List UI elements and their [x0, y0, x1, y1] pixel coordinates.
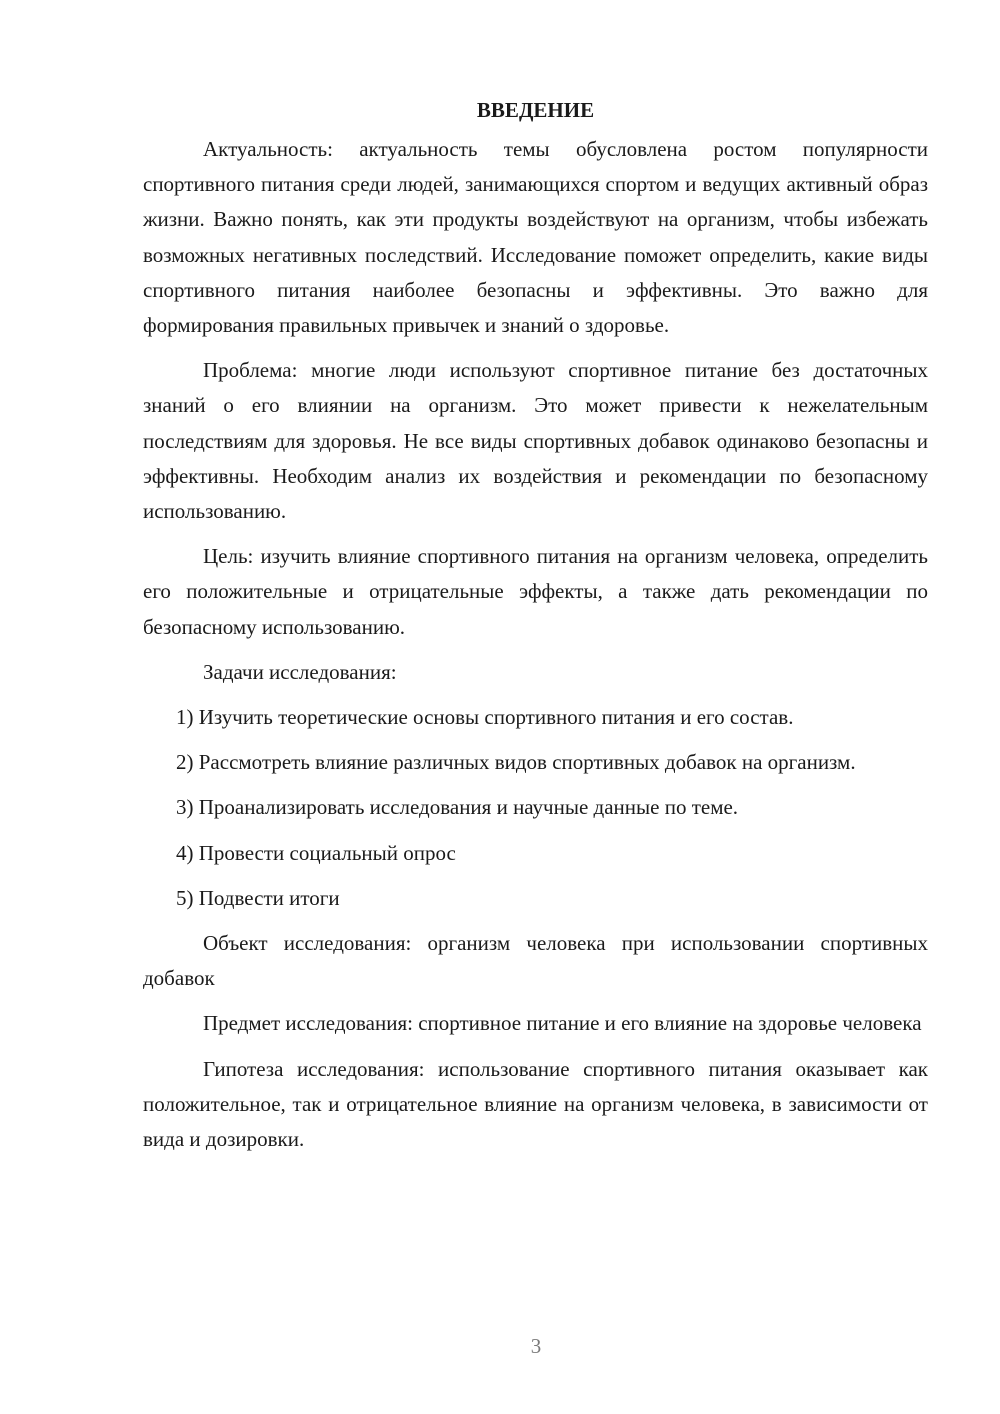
relevance-paragraph: Актуальность: актуальность темы обусловлена ростом популярности спортивного питания среди людей, занимающихся спортом и ведущих активный образ жизни. Важно понять, как эти продукты воздействуют на организм, чтобы избежать возможных негативных последствий. Исследование поможет определить, какие виды спортивного питания наиболее безопасны и эффективны. Это важно для формирования правильных привычек и знаний о здоровье.	[143, 137, 928, 338]
task-item-3: 3) Проанализировать исследования и научные данные по теме.	[176, 795, 739, 820]
task-item-5: 5) Подвести итоги	[176, 885, 340, 910]
object-paragraph: Объект исследования: организм человека при использовании спортивных добавок	[143, 931, 928, 991]
task-item-2: 2) Рассмотреть влияние различных видов спортивных добавок на организм.	[176, 750, 856, 775]
document-page	[143, 92, 928, 1157]
task-item-4: 4) Провести социальный опрос	[176, 840, 456, 865]
page-number: 3	[530, 1334, 542, 1358]
section-heading: ВВЕДЕНИЕ	[476, 98, 595, 122]
subject-paragraph: Предмет исследования: спортивное питание и его влияние на здоровье человека	[203, 1011, 922, 1036]
task-item-1: 1) Изучить теоретические основы спортивного питания и его состав.	[176, 705, 794, 730]
goal-paragraph: Цель: изучить влияние спортивного питания на организм человека, определить его положительные и отрицательные эффекты, а также дать рекомендации по безопасному использованию.	[143, 544, 928, 639]
tasks-title: Задачи исследования:	[203, 659, 397, 684]
hypothesis-paragraph: Гипотеза исследования: использование спортивного питания оказывает как положительное, так и отрицательное влияние на организм человека, в зависимости от вида и дозировки.	[143, 1056, 928, 1152]
problem-paragraph: Проблема: многие люди используют спортивное питание без достаточных знаний о его влиянии на организм. Это может привести к нежелательным последствиям для здоровья. Не все виды спортивных добавок одинаково безопасны и эффективны. Необходим анализ их воздействия и рекомендации по безопасному использованию.	[143, 358, 928, 524]
